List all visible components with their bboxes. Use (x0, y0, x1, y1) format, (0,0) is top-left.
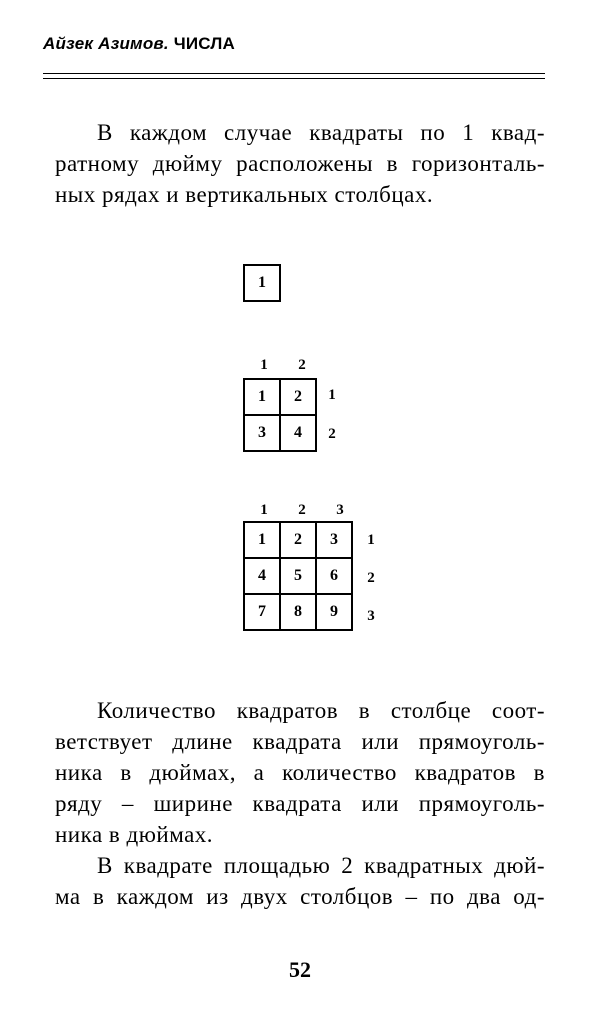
grid-cell: 4 (280, 415, 316, 451)
grid-cell: 6 (316, 558, 352, 594)
row-label: 1 (367, 532, 375, 548)
grid-cell: 2 (280, 379, 316, 415)
grid-3x3 (243, 521, 353, 631)
text-line: ника в дюймах, а количество квадратов в (55, 760, 545, 785)
header-rule-top (43, 73, 545, 74)
grid-cell: 1 (244, 379, 280, 415)
text-line: В квадрате площадью 2 квадратных дюй- (97, 853, 545, 878)
text-line: ма в каждом из двух столбцов – по два од- (55, 884, 545, 909)
grid-cell: 5 (280, 558, 316, 594)
row-label: 1 (328, 387, 336, 403)
running-header (43, 34, 235, 54)
grid-cell: 4 (244, 558, 280, 594)
grid-2x2 (243, 378, 317, 452)
text-line: ратному дюйму расположены в горизонталь- (55, 151, 545, 176)
header-rule-bottom (43, 78, 545, 79)
text-line: Количество квадратов в столбце соот- (97, 698, 545, 723)
column-label: 3 (336, 502, 344, 518)
grid-cell: 1 (244, 265, 280, 301)
paragraph-2 (55, 695, 545, 850)
text-line: ряду – ширине квадрата или прямоуголь- (55, 791, 545, 816)
grid-cell: 2 (280, 522, 316, 558)
column-label: 1 (260, 357, 268, 373)
row-label: 2 (328, 426, 336, 442)
column-label: 2 (298, 357, 306, 373)
grid-cell: 3 (244, 415, 280, 451)
paragraph-3 (55, 850, 545, 912)
grid-cell: 8 (280, 594, 316, 630)
page-number: 52 (289, 957, 311, 982)
header-title: ЧИСЛА (173, 34, 235, 53)
text-line: В каждом случае квадраты по 1 квад- (97, 120, 545, 145)
text-line: ника в дюймах. (55, 822, 214, 847)
column-label: 1 (260, 502, 268, 518)
paragraph-1 (55, 117, 545, 210)
grid-cell: 1 (244, 522, 280, 558)
row-label: 3 (367, 608, 375, 624)
text-line: ветствует длине квадрата или прямоуголь- (55, 729, 545, 754)
grid-cell: 7 (244, 594, 280, 630)
text-line: ных рядах и вертикальных столбцах. (55, 182, 434, 207)
grid-cell: 3 (316, 522, 352, 558)
grid-1x1 (243, 264, 281, 302)
header-author: Айзек Азимов. (43, 34, 169, 53)
row-label: 2 (367, 570, 375, 586)
column-label: 2 (298, 502, 306, 518)
grid-cell: 9 (316, 594, 352, 630)
